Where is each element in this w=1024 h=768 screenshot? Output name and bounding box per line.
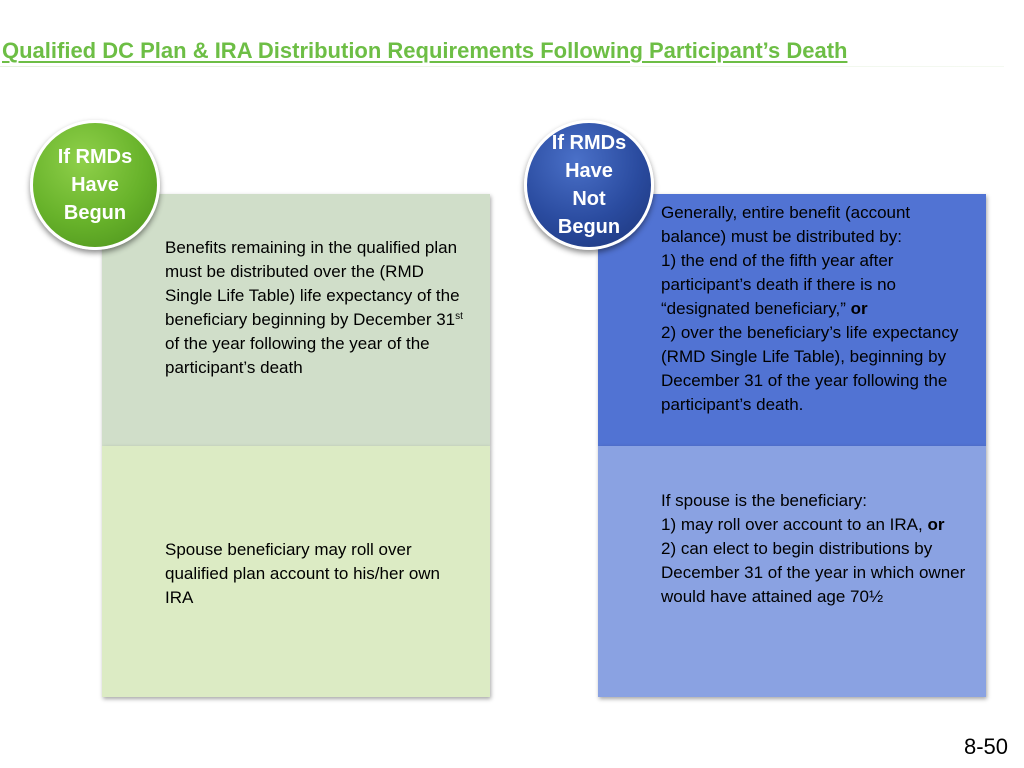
- spouse-beneficiary-intro: If spouse is the beneficiary:: [661, 491, 868, 510]
- rmds-begun-badge: [30, 120, 160, 250]
- spouse-beneficiary-panel: [598, 446, 986, 697]
- slide-title: Qualified DC Plan & IRA Distribution Requirements Following Participant’s Death: [2, 38, 848, 63]
- rmds-not-begun-badge: [524, 120, 654, 250]
- or-connector: or: [850, 299, 868, 318]
- five-year-rule-item: 1) the end of the fifth year after participant’s death if there is no “designated beneficiary,”: [661, 251, 896, 318]
- rollover-ira-item: 1) may roll over account to an IRA,: [661, 515, 928, 534]
- badge-line: Begun: [63, 202, 127, 224]
- badge-line: If RMDs: [551, 132, 627, 154]
- badge-line: Have: [565, 160, 613, 182]
- spouse-beneficiary-text: [661, 489, 973, 609]
- badge-line: If RMDs: [57, 146, 133, 168]
- rmds-not-begun-intro: Generally, entire benefit (account balance) must be distributed by:: [661, 203, 911, 246]
- spouse-rollover-panel: [102, 446, 490, 697]
- life-expectancy-item: 2) over the beneficiary’s life expectancy (RMD Single Life Table), beginning by December 31 of the year following the participant’s death.: [661, 323, 959, 414]
- rmds-not-begun-text: [661, 201, 973, 417]
- superscript-st: st: [455, 311, 463, 322]
- rmds-begun-panel: [102, 194, 490, 446]
- badge-line: Begun: [557, 216, 621, 238]
- badge-line: Have: [71, 174, 119, 196]
- elect-distributions-item: 2) can elect to begin distributions by December 31 of the year in which owner would have attained age 70½: [661, 539, 966, 606]
- rmds-begun-text-tail: of the year following the year of the participant’s death: [165, 334, 430, 377]
- or-connector: or: [927, 515, 945, 534]
- badge-line: Not: [572, 188, 606, 210]
- rmds-begun-text-main: Benefits remaining in the qualified plan must be distributed over the (RMD Single Life Table) life expectancy of the beneficiary beginning by December 31: [165, 238, 460, 329]
- rmds-begun-text: [165, 236, 475, 380]
- rmds-not-begun-panel: [598, 194, 986, 446]
- title-divider: [0, 66, 1004, 67]
- spouse-rollover-text: Spouse beneficiary may roll over qualified plan account to his/her own IRA: [165, 540, 441, 607]
- page-number: 8-50: [963, 734, 1008, 759]
